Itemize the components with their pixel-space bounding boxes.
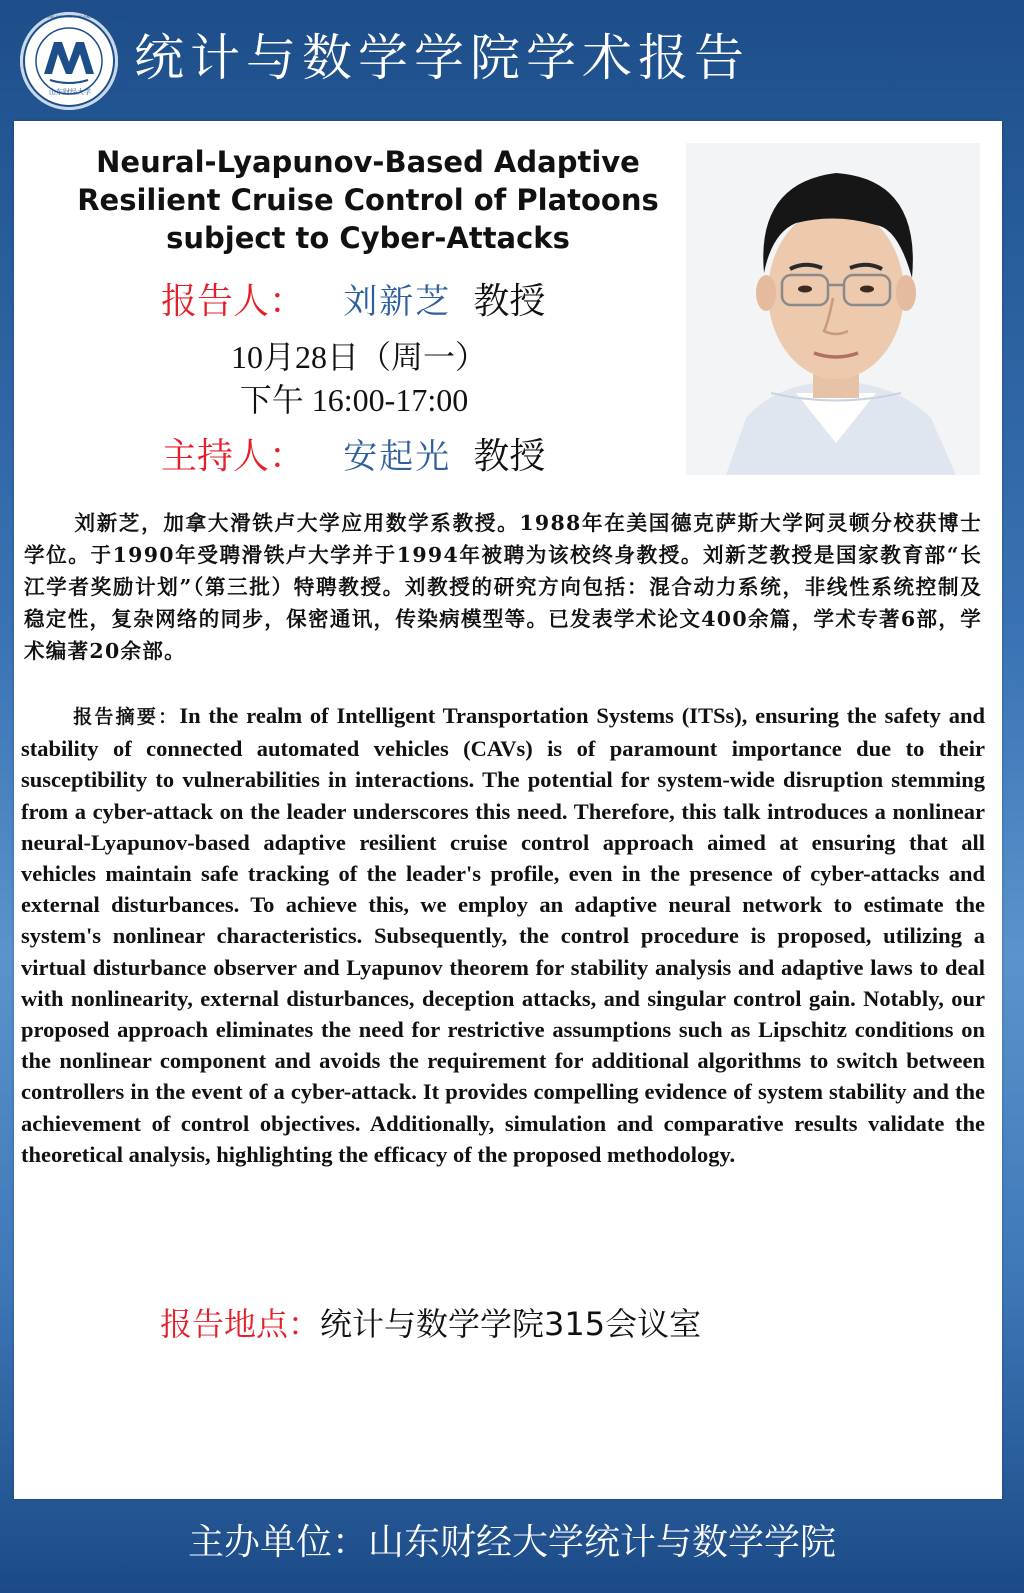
speaker-bio-text: 刘新芝，加拿大滑铁卢大学应用数学系教授。1988年在美国德克萨斯大学阿灵顿分校获博士学位。于1990年受聘滑铁卢大学并于1994年被聘为该校终身教授。刘新芝教授是国家教育部“长江学者奖励计划”（第三批）特聘教授。刘教授的研究方向包括：混合动力系统，非线性系统控制及稳定性，复杂网络的同步，保密通讯，传染病模型等。已发表学术论文400余篇，学术专著6部，学术编著20余部。 (24, 511, 982, 663)
logo-cn-text: 山东财经大学 (49, 88, 91, 96)
talk-abstract (21, 700, 985, 1170)
venue-value: 统计与数学学院315会议室 (320, 1305, 702, 1343)
poster-card (14, 121, 1002, 1499)
talk-date: 10月28日（周一） (230, 339, 487, 375)
host-name: 安起光 (343, 437, 452, 477)
abstract-label: 报告摘要： (71, 706, 180, 728)
header-banner (0, 0, 1024, 120)
speaker-portrait-icon (686, 143, 980, 475)
abstract-text: In the realm of Intelligent Transportation Systems (ITSs), ensuring the safety and stability of connected automated vehicles (CAVs) is of paramount importance due to their susceptibility to vulnerabilities in interactions. The potential for system-wide disruption stemming from a cyber-attack on the leader underscores this need. Therefore, this talk introduces a nonlinear neural-Lyapunov-based adaptive resilient cruise control approach aimed at ensuring that all vehicles maintain safe tracking of the leader's profile, even in the presence of cyber-attacks and external disturbances. To achieve this, we employ an adaptive neural network to estimate the system's nonlinear characteristics. Subsequently, the control procedure is proposed, utilizing a virtual disturbance observer and Lyapunov theorem for stability analysis and adaptive laws to deal with nonlinearity, external disturbances, deception attacks, and singular control gain. Notably, our proposed approach eliminates the need for restrictive assumptions such as Lipschitz conditions on the nonlinear component and avoids the requirement for additional algorithms to switch between controllers in the event of a cyber-attack. It provides compelling evidence of system stability and the achievement of control objectives. Additionally, simulation and comparative results validate the theoretical analysis, highlighting the efficacy of the proposed methodology. (21, 703, 985, 1167)
speaker-bio (24, 507, 982, 667)
talk-time: 下午 16:00-17:00 (239, 382, 469, 418)
venue-label: 报告地点： (160, 1305, 321, 1343)
speaker-name: 刘新芝 (343, 282, 452, 322)
talk-title (58, 143, 678, 257)
host-title: 教授 (473, 436, 546, 477)
logo-ring-text: SHANDONG UNIVERSITY OF FINANCE AND ECONOMICS (34, 15, 131, 19)
host-label: 主持人： (161, 436, 306, 477)
speaker-title: 教授 (473, 281, 546, 322)
university-seal-icon (20, 12, 131, 110)
talk-title-line: Resilient Cruise Control of Platoons (77, 183, 659, 217)
speaker-label: 报告人： (161, 281, 306, 322)
speaker-portrait-graphic (686, 143, 980, 475)
venue-line (160, 1299, 701, 1345)
page-title: 统计与数学学院学术报告 (134, 29, 750, 87)
talk-title-line: subject to Cyber-Attacks (166, 221, 570, 255)
organizer-footer: 主办单位：山东财经大学统计与数学学院 (187, 1522, 836, 1563)
talk-title-line: Neural-Lyapunov-Based Adaptive (96, 145, 640, 179)
